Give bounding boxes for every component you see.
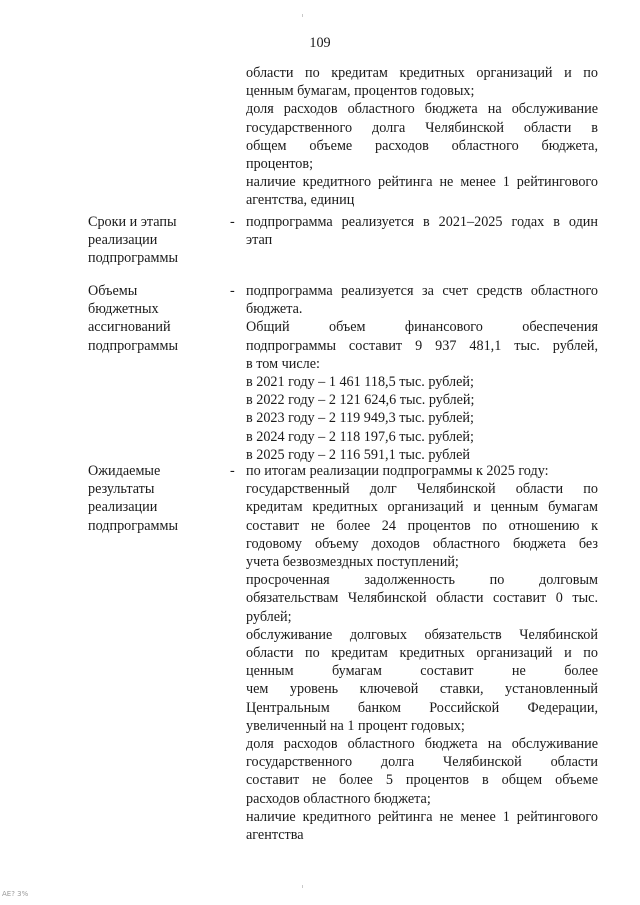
text-line: годовому объему доходов областного бюджета без <box>246 535 598 552</box>
text-line: в 2024 году – 2 118 197,6 тыс. рублей; <box>246 428 474 445</box>
text-line: общем объеме расходов областного бюджета, <box>246 137 598 154</box>
text-line: Общий объем финансового обеспечения <box>246 319 598 336</box>
text-line: чем уровень ключевой ставки, установленный <box>246 681 598 698</box>
text-line: бюджета. <box>246 301 303 318</box>
text-line: наличие кредитного рейтинга не менее 1 рейтингового <box>246 174 598 191</box>
section-dash: - <box>230 214 235 230</box>
section-dash: - <box>230 463 235 479</box>
section-content <box>246 462 598 844</box>
text-line: подпрограммы составит 9 937 481,1 тыс. рублей, <box>246 337 598 354</box>
scan-mark: AE? 3% <box>2 889 29 898</box>
text-line: агентства, единиц <box>246 192 355 209</box>
section-label <box>88 462 218 535</box>
label-line: результаты <box>88 481 155 498</box>
text-line: составит не более 5 процентов в общем объеме <box>246 772 598 789</box>
text-line: в 2021 году – 1 461 118,5 тыс. рублей; <box>246 374 474 391</box>
section-content <box>246 282 598 464</box>
text-line: области по кредитам кредитных организаций и по <box>246 65 598 81</box>
top-scan-tick <box>302 14 303 17</box>
text-line: подпрограмма реализуется за счет средств областного <box>246 283 598 299</box>
text-line: рублей; <box>246 608 292 625</box>
label-line: подпрограммы <box>88 337 178 354</box>
text-line: в 2022 году – 2 121 624,6 тыс. рублей; <box>246 392 475 409</box>
label-line: реализации <box>88 232 158 249</box>
text-line: составит не более 24 процентов по отношению к <box>246 517 598 534</box>
bottom-scan-tick <box>302 885 303 888</box>
text-line: обязательствам Челябинской области составит 0 тыс. <box>246 590 598 607</box>
text-line: доля расходов областного бюджета на обслуживание <box>246 736 598 753</box>
text-line: ценным бумагам, процентов годовых; <box>246 83 475 100</box>
page-number: 109 <box>309 35 331 51</box>
section-label <box>88 213 218 268</box>
section-label <box>88 282 218 355</box>
text-line: области по кредитам кредитных организаций и по <box>246 645 598 662</box>
text-line: Центральным банком Российской Федерации, <box>246 699 598 716</box>
text-line: доля расходов областного бюджета на обслуживание <box>246 101 598 118</box>
text-line: наличие кредитного рейтинга не менее 1 рейтингового <box>246 808 598 825</box>
text-line: увеличенный на 1 процент годовых; <box>246 717 465 734</box>
text-line: подпрограмма реализуется в 2021–2025 годах в один <box>246 214 598 230</box>
label-line: ассигнований <box>88 319 171 336</box>
text-line: агентства <box>246 827 304 844</box>
text-line: в том числе: <box>246 355 320 372</box>
text-line: учета безвозмездных поступлений; <box>246 554 459 571</box>
text-line: ценным бумагам составит не более <box>246 663 598 680</box>
label-line: Сроки и этапы <box>88 214 177 230</box>
text-line: этап <box>246 232 273 249</box>
text-line: в 2025 году – 2 116 591,1 тыс. рублей <box>246 446 470 463</box>
section-content <box>246 213 598 249</box>
text-line: государственного долга Челябинской области <box>246 754 598 771</box>
text-line: по итогам реализации подпрограммы к 2025 году: <box>246 463 549 479</box>
text-line: процентов; <box>246 156 314 173</box>
text-line: государственного долга Челябинской области в <box>246 119 598 136</box>
text-line: в 2023 году – 2 119 949,3 тыс. рублей; <box>246 410 474 427</box>
intro-text <box>246 64 598 210</box>
label-line: подпрограммы <box>88 250 178 267</box>
label-line: реализации <box>88 499 158 516</box>
text-line: кредитам кредитных организаций и ценным бумагам <box>246 499 598 516</box>
label-line: Ожидаемые <box>88 463 161 479</box>
text-line: обслуживание долговых обязательств Челябинской <box>246 626 598 643</box>
section-dash: - <box>230 283 235 299</box>
text-line: государственный долг Челябинской области по <box>246 481 598 498</box>
label-line: бюджетных <box>88 301 159 318</box>
text-line: просроченная задолженность по долговым <box>246 572 598 589</box>
label-line: подпрограммы <box>88 517 178 534</box>
label-line: Объемы <box>88 283 138 299</box>
text-line: расходов областного бюджета; <box>246 790 431 807</box>
